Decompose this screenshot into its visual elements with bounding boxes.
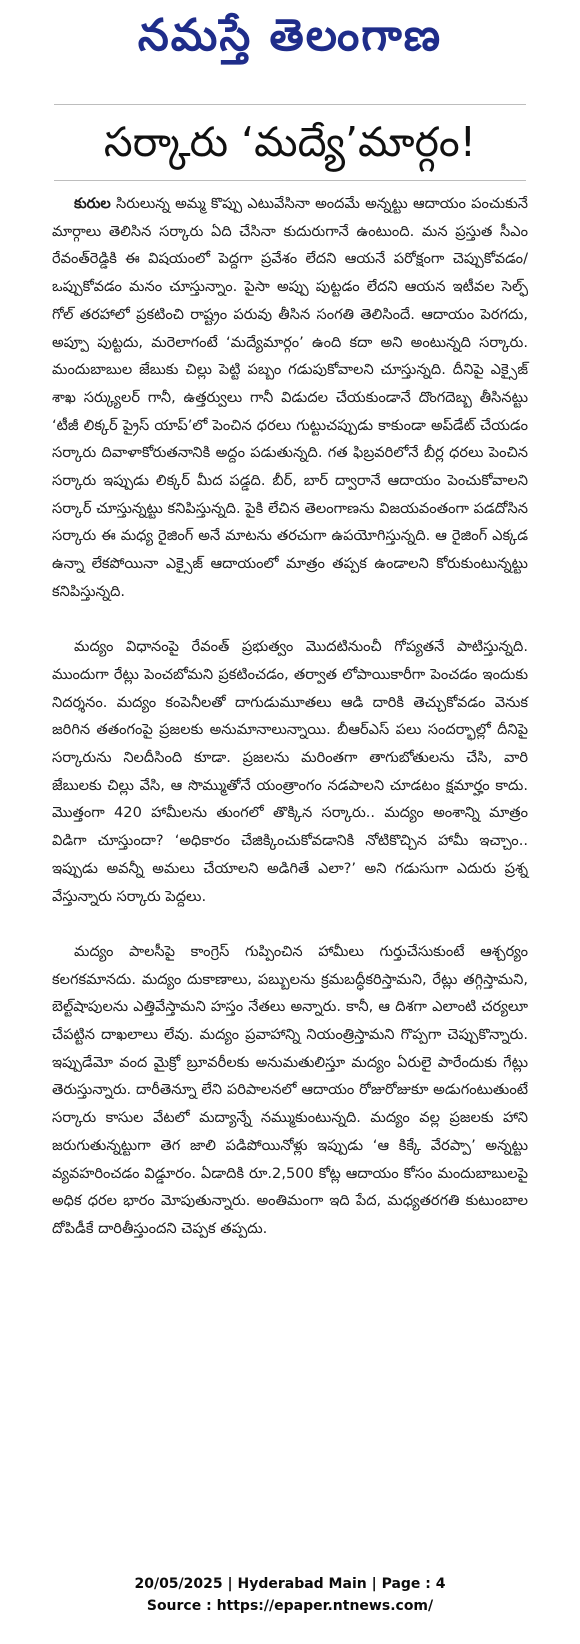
masthead-title: నమస్తే తెలంగాణ	[137, 10, 443, 61]
paragraph-1-text: సిరులున్న అమ్మ కొప్పు ఎటువేసినా అందమే అన్నట్టు ఆదాయం పంచుకునే మార్గాలు తెలిసిన సర్కారు ఏది చేసినా కుదురుగానే ఉంటుంది. మన ప్రస్తుత సీఎం రేవంత్‌రెడ్డికి ఈ విషయంలో పెద్దగా ప్రవేశం లేదని ఆయనే పరోక్షంగా చెప్పుకోవడం/ఒప్పుకోవడం మనం చూస్తున్నాం. పైసా అప్పు పుట్టడం లేదని ఆయన ఇటీవల సెల్ఫ్ గోల్ తరహాలో ప్రకటించి రాష్ట్రం పరువు తీసిన సంగతి తెలిసిందే. ఆదాయం పెరగదు, అప్పూ పుట్టదు, మరెలాగంటే ‘మద్యేమార్గం’ ఉంది కదా అని అంటున్నది సర్కారు. మందుబాబుల జేబుకు చిల్లు పెట్టి పబ్బం గడుపుకోవాలని చూస్తున్నది. దీనిపై ఎక్సైజ్ శాఖ సర్క్యులర్ గానీ, ఉత్తర్వులు గానీ విడుదల చేయకుండానే దొంగదెబ్బ తీసినట్టు ‘టీజీ లిక్కర్ ప్రైస్ యాప్’లో పెంచిన ధరలు గుట్టుచప్పుడు కాకుండా అప్‌డేట్ చేయడం సర్కారు దివాళాకోరుతనానికి అద్దం పడుతున్నది. గత ఫిబ్రవరిలోనే బీర్ల ధరలు పెంచిన సర్కారు ఇప్పుడు లిక్కర్ మీద పడ్డది. బీర్, బార్ ద్వారానే ఆదాయం పెంచుకోవాలని సర్కార్ చూస్తున్నట్టు కనిపిస్తున్నది. పైకి లేచిన తెలంగాణను విజయవంతంగా పడదోసిన సర్కారు ఈ మధ్య రైజింగ్ అనే మాటను తరచుగా ఉపయోగిస్తున్నది. ఆ రైజింగ్ ఎక్కడ ఉన్నా లేకపోయినా ఎక్సైజ్ ఆదాయంలో మాత్రం తప్పక ఉండాలని కోరుకుంటున్నట్టు కనిపిస్తున్నది.	[52, 195, 528, 600]
edition-info: 20/05/2025 | Hyderabad Main | Page : 4	[134, 1576, 446, 1592]
paragraph-3: మద్యం పాలసీపై కాంగ్రెస్ గుప్పించిన హామీలు గుర్తుచేసుకుంటే ఆశ్చర్యం కలగకమానదు. మద్యం దుకాణాలు, పబ్బులను క్రమబద్ధీకరిస్తామని, రేట్లు తగ్గిస్తామని, బెల్ట్‌షాపులను ఎత్తివేస్తామని హస్తం నేతలు అన్నారు. కానీ, ఆ దిశగా ఎలాంటి చర్యలూ చేపట్టిన దాఖలాలు లేవు. మద్యం ప్రవాహాన్ని నియంత్రిస్తామని గొప్పగా చెప్పుకొన్నారు. ఇప్పుడేమో వంద మైక్రో బ్రూవరీలకు అనుమతులిస్తూ మద్యం ఏరులై పారేందుకు గేట్లు తెరుస్తున్నారు. దారీతెన్నూ లేని పరిపాలనలో ఆదాయం రోజురోజుకూ అడుగంటుతుంటే సర్కారు కాసుల వేటలో మద్యాన్నే నమ్ముకుంటున్నది. మద్యం వల్ల ప్రజలకు హాని జరుగుతున్నట్టుగా తెగ జాలి పడిపోయినోళ్లు ఇప్పుడు ‘ఆ కిక్కే వేరప్పా’ అన్నట్టు వ్యవహరించడం విడ్డూరం. ఏడాదికి రూ.2,500 కోట్ల ఆదాయం కోసం మందుబాబులపై అధిక ధరల భారం మోపుతున్నారు. అంతిమంగా ఇది పేద, మధ్యతరగతి కుటుంబాల దోపిడీకే దారితీస్తుందని చెప్పక తప్పదు.	[52, 942, 528, 1237]
paragraph-2: మద్యం విధానంపై రేవంత్ ప్రభుత్వం మొదటినుంచీ గోప్యతనే పాటిస్తున్నది. ముందుగా రేట్లు పెంచబోమని ప్రకటించడం, తర్వాత లోపాయికారీగా పెంచడం ఇందుకు నిదర్శనం. మద్యం కంపెనీలతో దాగుడుమూతలు ఆడి దారికి తెచ్చుకోవడం వెనుక జరిగిన తతంగంపై ప్రజలకు అనుమానాలున్నాయి. బీఆర్‌ఎస్ పలు సందర్భాల్లో దీనిపై సర్కారును నిలదీసింది కూడా. ప్రజలను మరింతగా తాగుబోతులను చేసి, వారి జేబులకు చిల్లు వేసి, ఆ సొమ్ముతోనే యంత్రాంగం నడపాలని చూడటం క్షమార్హం కాదు. మొత్తంగా 420 హామీలను తుంగలో తొక్కిన సర్కారు.. మద్యం అంశాన్ని మాత్రం విడిగా చూస్తుందా? ‘అధికారం చేజిక్కించుకోవడానికి నోటికొచ్చిన హామీ ఇచ్చాం.. ఇప్పుడు అవన్నీ అమలు చేయాలని అడిగితే ఎలా?’ అని గడుసుగా ఎదురు ప్రశ్న వేస్తున్నారు సర్కారు పెద్దలు.	[52, 638, 528, 905]
page-footer	[0, 1573, 580, 1617]
divider-top	[54, 104, 526, 105]
divider-headline	[54, 180, 526, 181]
masthead-logo	[0, 8, 580, 64]
paragraph-1	[52, 190, 528, 606]
source-link[interactable]: Source : https://epaper.ntnews.com/	[146, 1598, 434, 1614]
editorial-body	[52, 190, 528, 1270]
lead-word: కురుల	[74, 195, 111, 212]
editorial-headline: సర్కారు ‘మద్యే’మార్గం!	[103, 118, 477, 166]
